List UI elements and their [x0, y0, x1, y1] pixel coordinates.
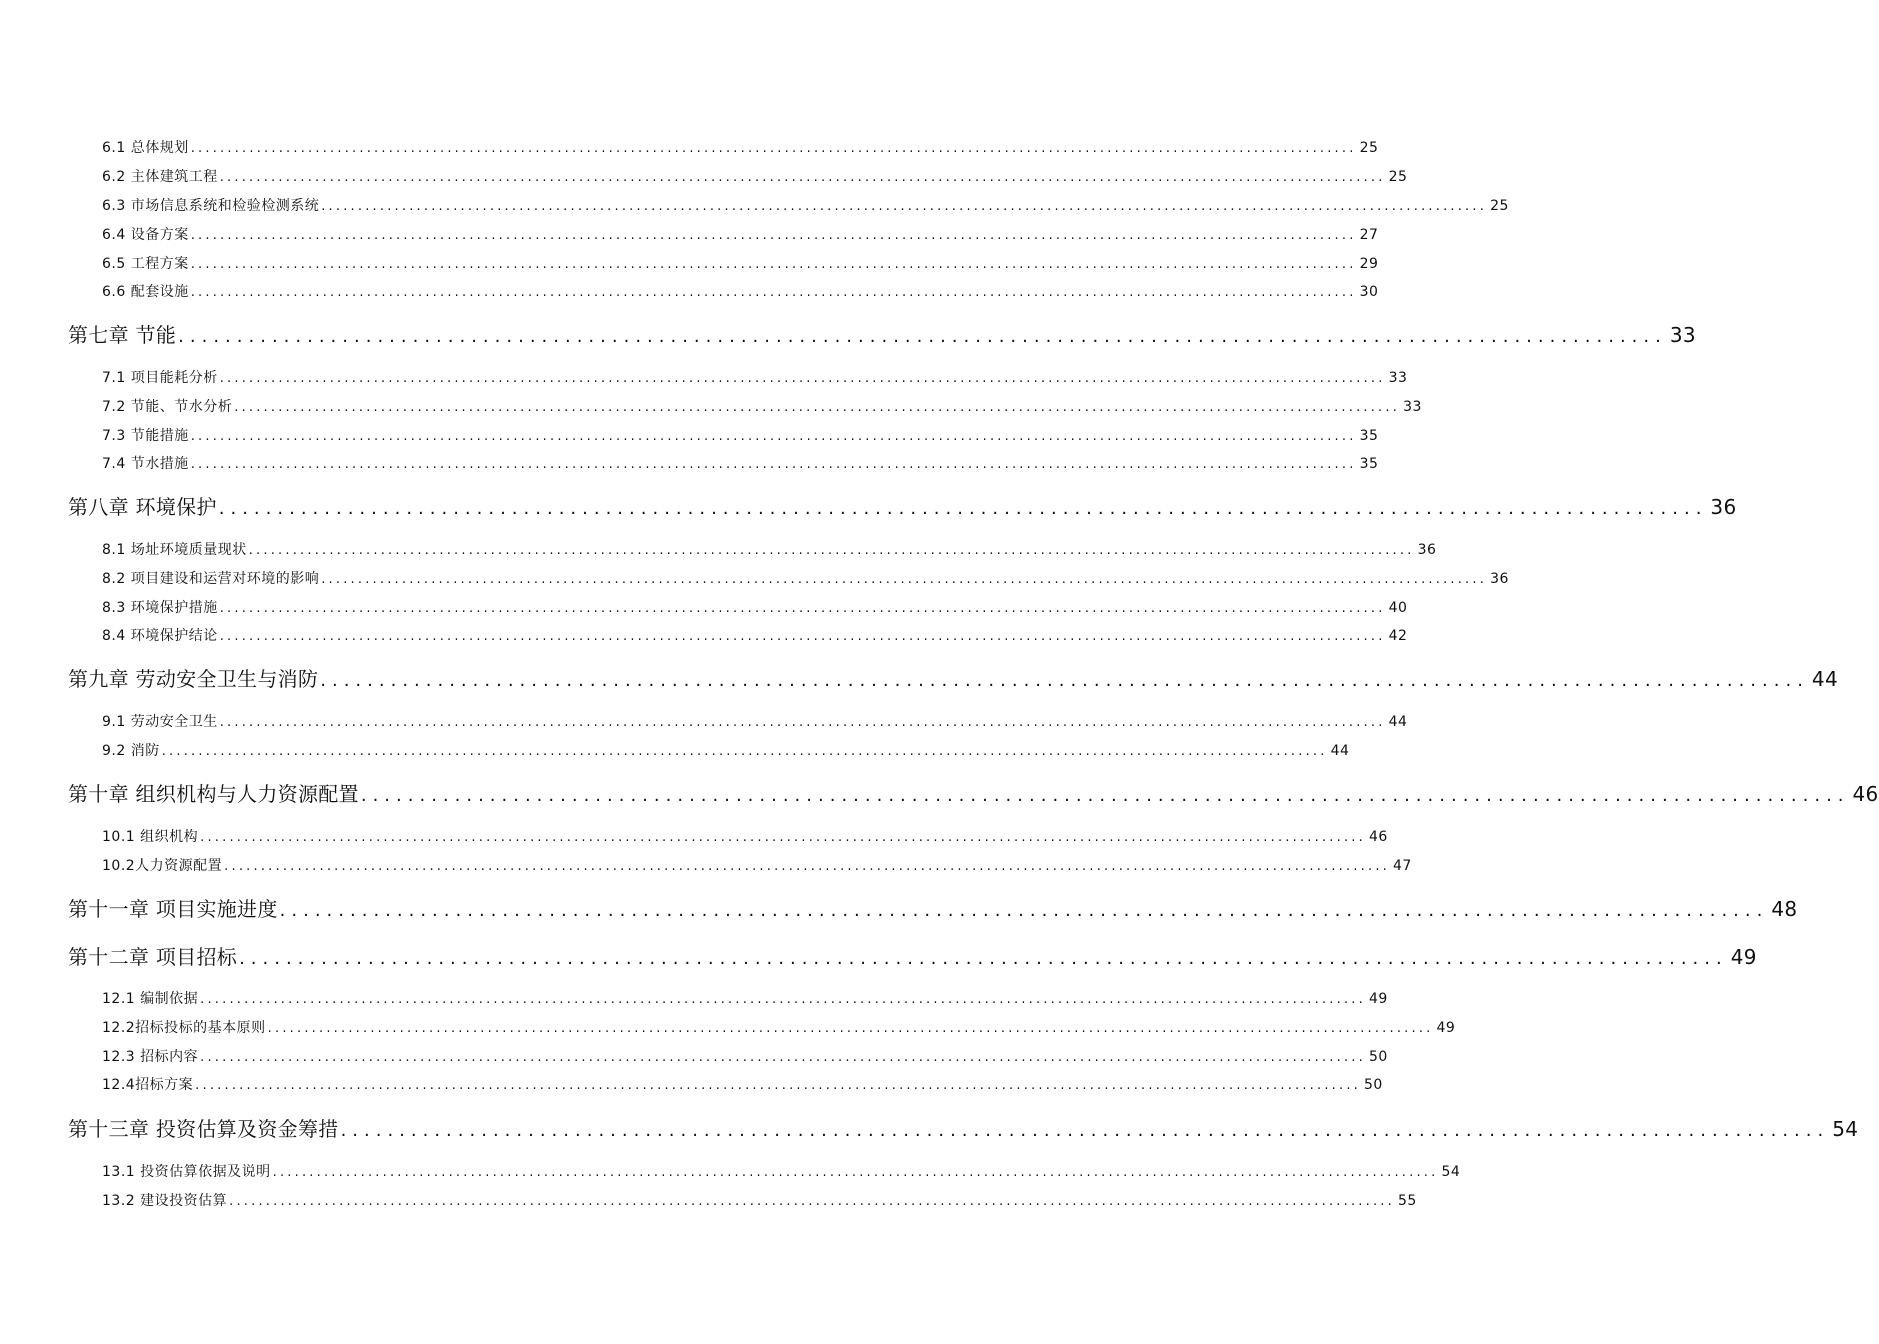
toc-page-number: 36	[1710, 495, 1737, 519]
dot-leader: ...............................................................................................................................................................	[321, 199, 1488, 214]
toc-page-number: 44	[1388, 714, 1408, 730]
toc-entry-section[interactable]	[102, 1190, 1417, 1210]
dot-leader: ...............................................................................................................................................................	[161, 744, 1328, 759]
toc-page-number: 25	[1490, 198, 1509, 214]
toc-entry-section[interactable]	[102, 1017, 1456, 1037]
toc-page-number: 49	[1368, 991, 1388, 1007]
toc-entry-label: 9.2 消防	[102, 743, 160, 759]
toc-entry-section[interactable]	[102, 137, 1379, 157]
toc-page-number: 48	[1771, 897, 1798, 921]
toc-entry-label: 12.1 编制依据	[102, 991, 199, 1007]
toc-page-number: 44	[1330, 743, 1350, 759]
toc-entry-label: 6.1 总体规划	[102, 140, 189, 156]
toc-page-number: 49	[1730, 945, 1757, 969]
toc-page-number: 46	[1368, 829, 1388, 845]
dot-leader: ...............................................................................................................................................................	[219, 170, 1386, 185]
toc-entry-label: 8.1 场址环境质量现状	[102, 542, 247, 558]
toc-page-number: 25	[1388, 169, 1408, 185]
toc-entry-section[interactable]	[102, 711, 1408, 731]
toc-page-number: 42	[1388, 628, 1408, 644]
dot-leader: ...............................................................................................................................	[218, 498, 1708, 519]
dot-leader: ...............................................................................................................................................................	[234, 400, 1401, 415]
toc-page-number: 29	[1359, 256, 1379, 272]
toc-entry-label: 6.5 工程方案	[102, 256, 189, 272]
toc-entry-section[interactable]	[102, 1074, 1383, 1094]
toc-entry-chapter[interactable]	[68, 941, 1757, 970]
toc-entry-label: 13.1 投资估算依据及说明	[102, 1164, 271, 1180]
toc-entry-section[interactable]	[102, 568, 1509, 588]
toc-entry-label: 6.4 设备方案	[102, 227, 189, 243]
toc-entry-section[interactable]	[102, 740, 1350, 760]
dot-leader: ...............................................................................................................................	[340, 1120, 1830, 1141]
toc-entry-label: 9.1 劳动安全卫生	[102, 714, 218, 730]
dot-leader: ...............................................................................................................................................................	[190, 285, 1357, 300]
toc-entry-label: 8.2 项目建设和运营对环境的影响	[102, 571, 320, 587]
toc-entry-label: 7.3 节能措施	[102, 428, 189, 444]
toc-entry-chapter[interactable]	[68, 893, 1798, 922]
dot-leader: ...............................................................................................................................................................	[219, 371, 1386, 386]
toc-entry-section[interactable]	[102, 597, 1408, 617]
dot-leader: ...............................................................................................................................................................	[272, 1165, 1439, 1180]
toc-page-number: 33	[1388, 370, 1408, 386]
dot-leader: ...............................................................................................................................................................	[229, 1194, 1395, 1209]
dot-leader: ...............................................................................................................................................................	[267, 1021, 1434, 1036]
toc-page-number: 30	[1359, 284, 1379, 300]
toc-page-number: 44	[1811, 667, 1838, 691]
toc-entry-section[interactable]	[102, 855, 1412, 875]
toc-entry-section[interactable]	[102, 539, 1437, 559]
dot-leader: ...............................................................................................................................................................	[195, 1078, 1362, 1093]
toc-entry-section[interactable]	[102, 224, 1379, 244]
toc-entry-section[interactable]	[102, 166, 1408, 186]
toc-entry-label: 12.2招标投标的基本原则	[102, 1020, 266, 1036]
dot-leader: ...............................................................................................................................................................	[321, 572, 1488, 587]
toc-entry-label: 7.2 节能、节水分析	[102, 399, 233, 415]
toc-page-number: 54	[1441, 1164, 1461, 1180]
toc-page-number: 55	[1397, 1193, 1417, 1209]
toc-entry-label: 10.1 组织机构	[102, 829, 199, 845]
toc-entry-label: 6.2 主体建筑工程	[102, 169, 218, 185]
dot-leader: ...............................................................................................................................................................	[219, 601, 1386, 616]
dot-leader: ...............................................................................................................................	[360, 785, 1850, 806]
toc-entry-chapter[interactable]	[68, 319, 1696, 348]
toc-entry-label: 12.4招标方案	[102, 1077, 194, 1093]
toc-page-number: 36	[1417, 542, 1437, 558]
toc-entry-label: 8.4 环境保护结论	[102, 628, 218, 644]
toc-entry-section[interactable]	[102, 453, 1379, 473]
toc-entry-section[interactable]	[102, 195, 1509, 215]
toc-entry-label: 13.2 建设投资估算	[102, 1193, 228, 1209]
toc-page-number: 49	[1436, 1020, 1456, 1036]
toc-page-number: 36	[1490, 571, 1509, 587]
dot-leader: ...............................................................................................................................................................	[190, 141, 1357, 156]
dot-leader: ...............................................................................................................................	[239, 948, 1728, 969]
toc-entry-section[interactable]	[102, 1046, 1388, 1066]
toc-page-number: 46	[1852, 782, 1879, 806]
toc-entry-section[interactable]	[102, 253, 1379, 273]
toc-entry-label: 10.2人力资源配置	[102, 858, 223, 874]
dot-leader: ...............................................................................................................................................................	[219, 715, 1386, 730]
toc-entry-chapter[interactable]	[68, 663, 1838, 692]
toc-entry-section[interactable]	[102, 396, 1422, 416]
toc-entry-chapter[interactable]	[68, 1113, 1859, 1142]
toc-page-number: 35	[1359, 456, 1379, 472]
toc-chapter-label: 第十章 组织机构与人力资源配置	[68, 782, 359, 806]
dot-leader: ...............................................................................................................................................................	[190, 429, 1357, 444]
toc-chapter-label: 第十三章 投资估算及资金筹措	[68, 1117, 339, 1141]
toc-entry-section[interactable]	[102, 988, 1388, 1008]
dot-leader: ...............................................................................................................................................................	[190, 457, 1357, 472]
dot-leader: ...............................................................................................................................................................	[190, 228, 1357, 243]
toc-entry-label: 6.6 配套设施	[102, 284, 189, 300]
dot-leader: ...............................................................................................................................................................	[224, 859, 1391, 874]
toc-entry-chapter[interactable]	[68, 491, 1737, 520]
toc-entry-label: 7.4 节水措施	[102, 456, 189, 472]
dot-leader: ...............................................................................................................................	[178, 326, 1667, 347]
toc-page-number: 47	[1393, 858, 1412, 874]
toc-page-number: 33	[1403, 399, 1422, 415]
toc-entry-section[interactable]	[102, 367, 1408, 387]
toc-chapter-label: 第十一章 项目实施进度	[68, 897, 278, 921]
dot-leader: ...............................................................................................................................................................	[219, 629, 1386, 644]
toc-page-number: 27	[1359, 227, 1379, 243]
dot-leader: ...............................................................................................................................................................	[190, 257, 1357, 272]
toc-page-number: 50	[1364, 1077, 1383, 1093]
toc-page-number: 35	[1359, 428, 1379, 444]
toc-entry-chapter[interactable]	[68, 778, 1879, 807]
toc-page-number: 50	[1368, 1049, 1388, 1065]
toc-chapter-label: 第九章 劳动安全卫生与消防	[68, 667, 319, 691]
dot-leader: ...............................................................................................................................................................	[200, 1050, 1366, 1065]
toc-entry-section[interactable]	[102, 1161, 1461, 1181]
dot-leader: ...............................................................................................................................................................	[200, 830, 1366, 845]
toc-page-number: 54	[1832, 1117, 1859, 1141]
toc-chapter-label: 第十二章 项目招标	[68, 945, 238, 969]
toc-entry-label: 6.3 市场信息系统和检验检测系统	[102, 198, 320, 214]
toc-chapter-label: 第七章 节能	[68, 323, 177, 347]
toc-page-number: 25	[1359, 140, 1379, 156]
dot-leader: ...............................................................................................................................	[320, 670, 1809, 691]
toc-entry-section[interactable]	[102, 826, 1388, 846]
dot-leader: ...............................................................................................................................................................	[200, 992, 1366, 1007]
toc-entry-section[interactable]	[102, 625, 1408, 645]
toc-page-number: 40	[1388, 600, 1408, 616]
toc-entry-section[interactable]	[102, 281, 1379, 301]
toc-chapter-label: 第八章 环境保护	[68, 495, 217, 519]
toc-entry-label: 8.3 环境保护措施	[102, 600, 218, 616]
dot-leader: ...............................................................................................................................	[279, 900, 1769, 921]
toc-entry-label: 12.3 招标内容	[102, 1049, 199, 1065]
toc-page-number: 33	[1669, 323, 1696, 347]
toc-entry-label: 7.1 项目能耗分析	[102, 370, 218, 386]
dot-leader: ...............................................................................................................................................................	[248, 543, 1415, 558]
toc-entry-section[interactable]	[102, 425, 1379, 445]
